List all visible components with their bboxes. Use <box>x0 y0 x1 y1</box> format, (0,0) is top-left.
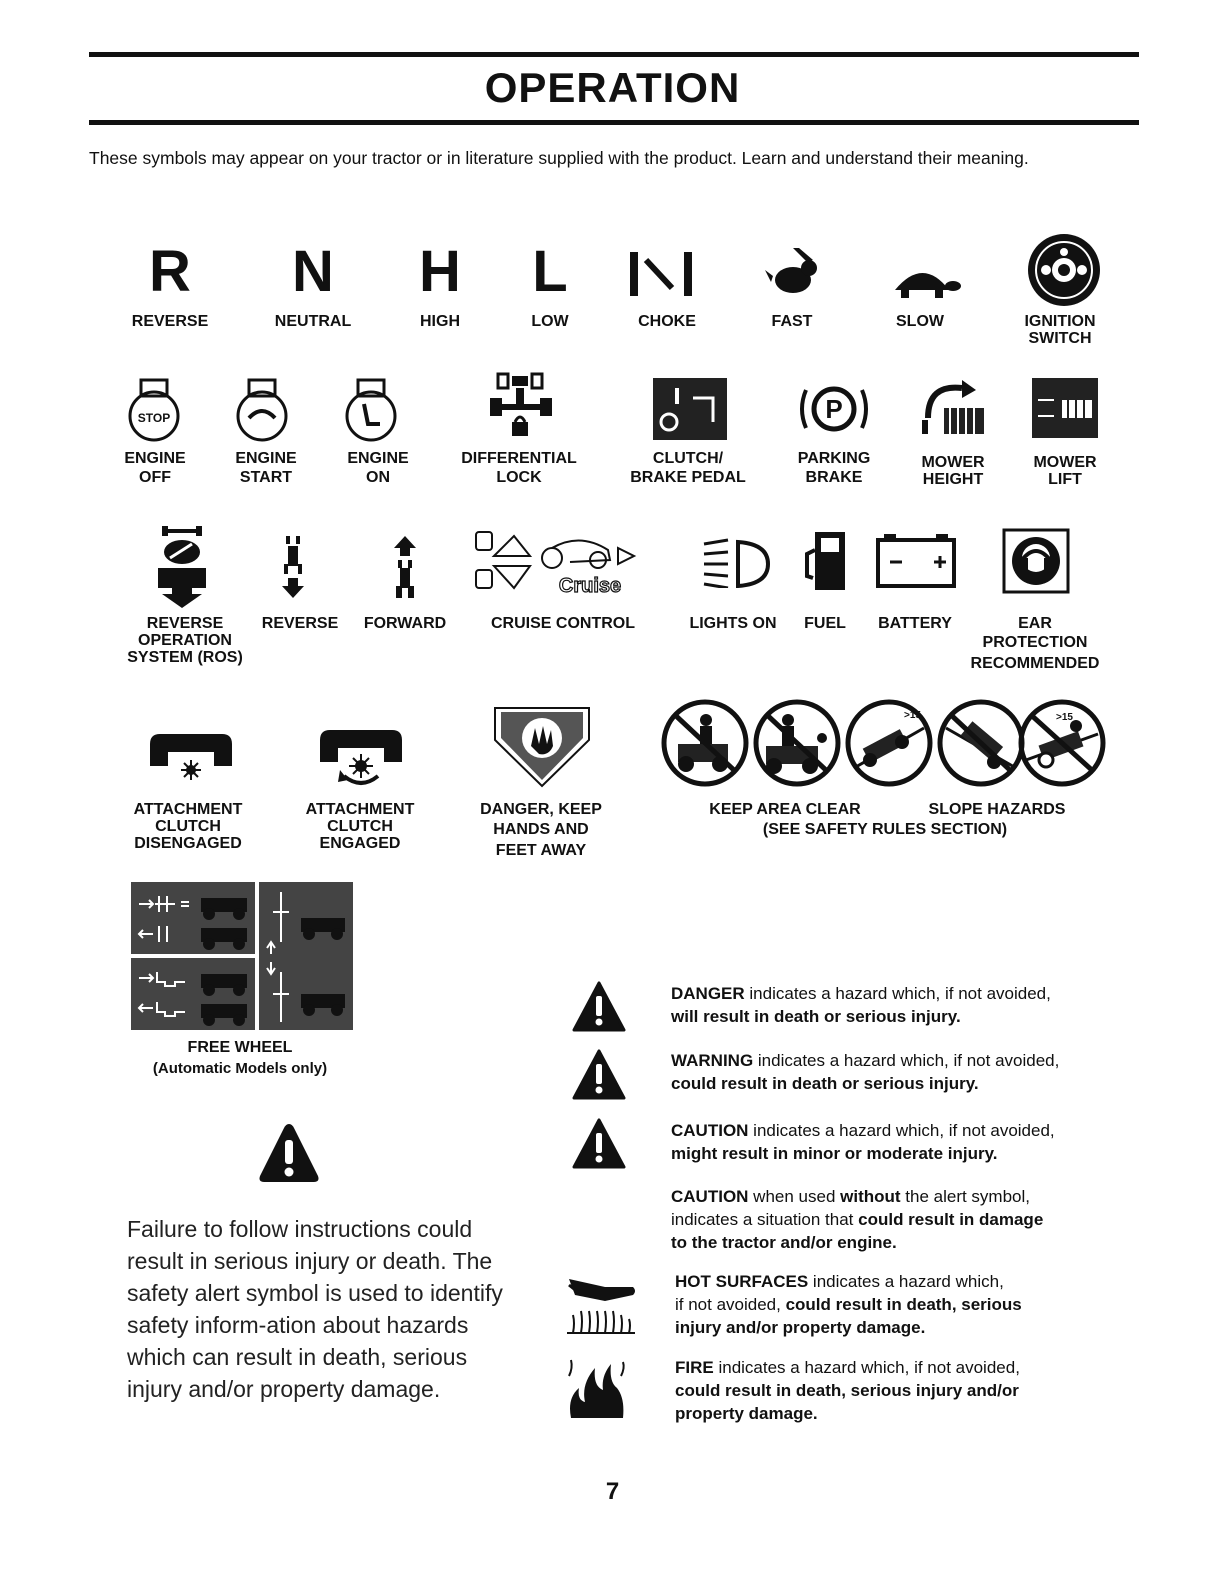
slope-hazard-icon-1 <box>844 698 934 788</box>
reverse-icon <box>278 534 308 600</box>
rabbit-fast-icon <box>763 246 823 300</box>
label-danger-keep-3: FEET AWAY <box>495 842 587 859</box>
label-keep-area-clear: KEEP AREA CLEAR <box>709 801 861 818</box>
ignition-switch-icon <box>1026 232 1102 308</box>
slope-mark-text: >15 <box>904 710 921 721</box>
keep-area-clear-child-icon <box>752 698 842 788</box>
label-high: HIGH <box>420 313 460 330</box>
label-fuel: FUEL <box>804 615 846 632</box>
fire-word: FIRE <box>675 1358 714 1377</box>
label-differential-1: DIFFERENTIAL <box>461 450 577 467</box>
hot-surface-icon <box>565 1275 637 1335</box>
label-cruise-control: CRUISE CONTROL <box>491 615 635 632</box>
label-engine-on-2: ON <box>366 469 390 486</box>
label-battery: BATTERY <box>878 615 952 632</box>
warning-word: WARNING <box>671 1051 754 1070</box>
label-differential-2: LOCK <box>496 469 542 486</box>
label-ear-3: RECOMMENDED <box>970 655 1100 672</box>
label-engine-off-2: OFF <box>139 469 171 486</box>
caution2-bold2: could result in damage <box>858 1210 1044 1229</box>
page-number: 7 <box>605 1478 620 1505</box>
reverse-operation-system-icon <box>156 524 210 608</box>
engine-on-icon <box>342 378 400 442</box>
engine-start-icon <box>233 378 291 442</box>
reverse-letter: R <box>149 239 191 304</box>
danger-hands-feet-icon <box>493 704 591 788</box>
hot-text: indicates a hazard which, <box>808 1272 1004 1291</box>
differential-lock-icon <box>488 372 558 442</box>
lights-on-icon <box>700 536 770 588</box>
attachment-clutch-disengaged-icon <box>148 730 234 780</box>
label-engine-off-1: ENGINE <box>124 450 186 467</box>
label-att-dis-1: ATTACHMENT <box>133 801 243 818</box>
label-mower-lift-2: LIFT <box>1048 471 1082 488</box>
caution2-word: CAUTION <box>671 1187 749 1206</box>
label-slow: SLOW <box>896 313 944 330</box>
label-clutch-1: CLUTCH/ <box>652 450 724 467</box>
label-mower-height-1: MOWER <box>921 454 985 471</box>
label-low: LOW <box>531 313 569 330</box>
mower-height-icon <box>918 378 990 438</box>
label-reverse-2: REVERSE <box>261 615 339 632</box>
neutral-letter: N <box>292 239 334 304</box>
battery-icon <box>876 532 956 588</box>
page-title: OPERATION <box>484 64 741 111</box>
warning-definition <box>671 1049 1131 1095</box>
label-free-wheel-sub: (Automatic Models only) <box>152 1060 328 1077</box>
intro-text: These symbols may appear on your tractor or in literature supplied with the product. Learn and understand their meaning. <box>89 148 1029 168</box>
caution2-bold3: to the tractor and/or engine. <box>671 1233 897 1252</box>
safety-note: Failure to follow instructions could result in serious injury or death. The safety alert symbol is used to identify safety inform-ation about hazards which can result in death, serious injury and/or property damage. <box>127 1216 503 1402</box>
caution-text: indicates a hazard which, if not avoided, <box>748 1121 1055 1140</box>
engine-off-icon <box>125 378 183 442</box>
attachment-clutch-engaged-icon <box>318 726 404 788</box>
cruise-control-icon <box>470 526 660 598</box>
label-ros-1: REVERSE <box>146 615 224 632</box>
forward-icon <box>390 534 420 600</box>
fire-text: indicates a hazard which, if not avoided, <box>713 1358 1020 1377</box>
low-letter: L <box>532 239 568 304</box>
turtle-slow-icon <box>883 262 963 302</box>
caution-word: CAUTION <box>671 1121 749 1140</box>
label-att-eng-2: CLUTCH <box>327 818 393 835</box>
caution-definition <box>671 1119 1131 1165</box>
slope-hazard-icon-3 <box>1016 698 1108 788</box>
danger-definition <box>671 982 1131 1028</box>
top-rule <box>89 52 1139 57</box>
caution2-text3: indicates a situation that <box>671 1210 859 1229</box>
caution2-bold1: without <box>840 1187 901 1206</box>
high-letter: H <box>419 239 461 304</box>
label-neutral: NEUTRAL <box>274 313 352 330</box>
fuel-icon <box>803 530 851 592</box>
label-ear-1: EAR <box>1018 615 1052 632</box>
label-ros-3: SYSTEM (ROS) <box>127 649 243 666</box>
clutch-brake-pedal-icon <box>653 378 727 440</box>
parking-brake-icon <box>796 378 872 440</box>
label-ignition: IGNITION <box>1024 313 1096 330</box>
label-danger-keep-2: HANDS AND <box>493 821 589 838</box>
mower-lift-icon <box>1032 378 1098 438</box>
caution2-text1: when used <box>748 1187 841 1206</box>
fire-bold: could result in death, serious injury and/or <box>675 1381 1019 1400</box>
label-mower-lift-1: MOWER <box>1033 454 1097 471</box>
choke-icon <box>628 250 698 300</box>
fire-icon <box>565 1358 629 1420</box>
caution-bold: might result in minor or moderate injury. <box>671 1144 998 1163</box>
ear-protection-icon <box>1002 528 1070 594</box>
hot-word: HOT SURFACES <box>675 1272 809 1291</box>
cruise-text: Cruise <box>558 575 622 597</box>
label-parking-1: PARKING <box>797 450 871 467</box>
label-ear-2: PROTECTION <box>982 634 1088 651</box>
label-choke: CHOKE <box>638 313 696 330</box>
label-fast: FAST <box>771 313 813 330</box>
hot-text2: if not avoided, <box>675 1295 786 1314</box>
caution-without-alert-definition <box>671 1185 1131 1254</box>
label-switch: SWITCH <box>1028 330 1092 347</box>
fire-bold2: property damage. <box>675 1404 818 1423</box>
hot-bold2: injury and/or property damage. <box>675 1318 926 1337</box>
label-engine-on-1: ENGINE <box>347 450 409 467</box>
svg-text:P: P <box>825 394 843 424</box>
slope-mark-text-2: >15 <box>1056 712 1073 723</box>
label-lights-on: LIGHTS ON <box>689 615 777 632</box>
label-clutch-2: BRAKE PEDAL <box>630 469 746 486</box>
label-ros-2: OPERATION <box>138 632 232 649</box>
label-att-dis-3: DISENGAGED <box>134 835 242 852</box>
slope-hazard-icon-2 <box>936 698 1026 788</box>
label-engine-start-1: ENGINE <box>235 450 297 467</box>
label-reverse: REVERSE <box>131 313 209 330</box>
warning-alert-icon <box>572 1048 626 1102</box>
label-att-eng-1: ATTACHMENT <box>305 801 415 818</box>
danger-word: DANGER <box>671 984 745 1003</box>
danger-bold: will result in death or serious injury. <box>671 1007 961 1026</box>
stop-text: STOP <box>137 411 171 425</box>
safety-alert-icon <box>256 1120 322 1186</box>
fire-definition <box>675 1356 1135 1425</box>
label-danger-keep-1: DANGER, KEEP <box>480 801 602 818</box>
label-see-safety-rules: (SEE SAFETY RULES SECTION) <box>762 821 1008 838</box>
hot-surfaces-definition <box>675 1270 1135 1339</box>
keep-area-clear-icon <box>660 698 750 788</box>
label-slope-hazards: SLOPE HAZARDS <box>928 801 1066 818</box>
label-parking-2: BRAKE <box>805 469 863 486</box>
warning-text: indicates a hazard which, if not avoided, <box>753 1051 1060 1070</box>
label-forward: FORWARD <box>363 615 447 632</box>
hot-bold: could result in death, serious <box>785 1295 1022 1314</box>
free-wheel-decal-icon <box>131 882 353 1030</box>
danger-alert-icon <box>572 980 626 1034</box>
warning-bold: could result in death or serious injury. <box>671 1074 979 1093</box>
label-att-eng-3: ENGAGED <box>319 835 401 852</box>
caution-alert-icon <box>572 1117 626 1171</box>
label-engine-start-2: START <box>239 469 293 486</box>
label-att-dis-2: CLUTCH <box>155 818 221 835</box>
label-mower-height-2: HEIGHT <box>922 471 984 488</box>
label-free-wheel: FREE WHEEL <box>187 1039 293 1056</box>
danger-text: indicates a hazard which, if not avoided, <box>744 984 1051 1003</box>
caution2-text2: the alert symbol, <box>900 1187 1031 1206</box>
title-rule <box>89 120 1139 125</box>
